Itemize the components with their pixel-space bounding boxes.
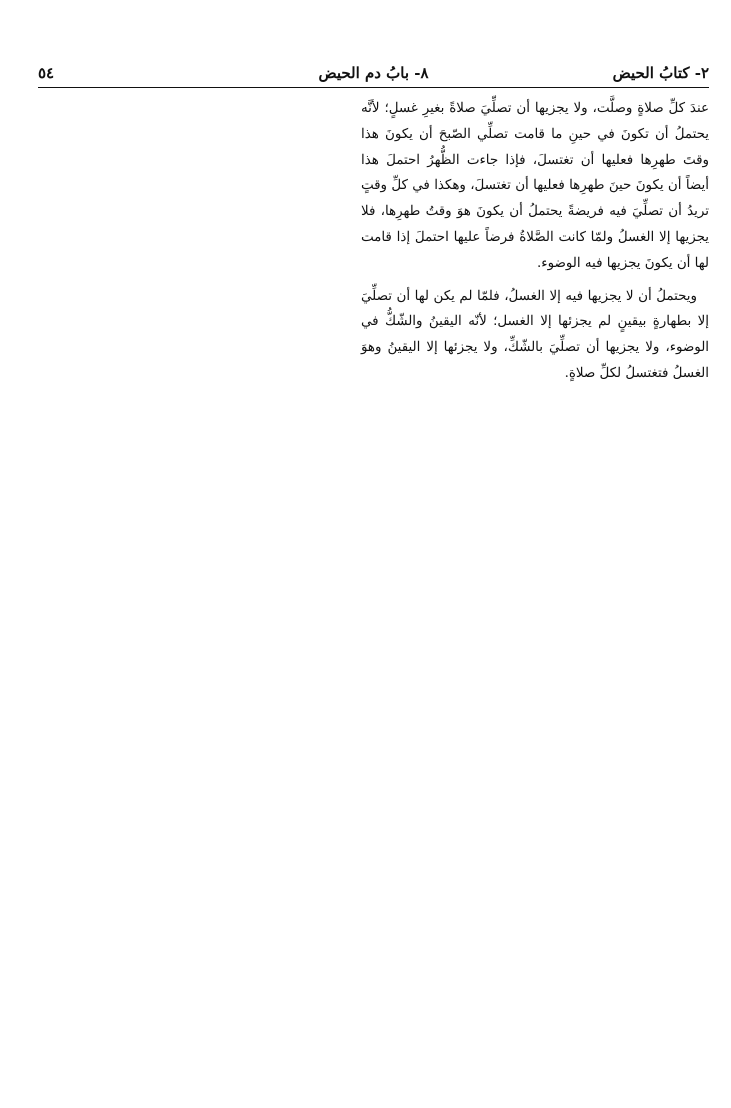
paragraph: ويحتملُ أن لا يجزيها فيه إلا الغسلُ، فلمّا لم يكن لها أن تصلِّيَ إلا بطهارةٍ بيقينٍ لم يجزئها إلا الغسل؛ لأنّه اليقينُ والشّكُّ في الوضوء، ولا يجزيها أن تصلِّيَ بالشّكِّ، ولا يجزئها إلا اليقينُ وهوَ الغسلُ فتغتسلُ لكلِّ صلاةٍ. <box>361 288 709 381</box>
chapter-title: ٨- بابُ دم الحيض <box>318 64 429 82</box>
page-number: ٥٤ <box>38 64 55 82</box>
header-rule <box>38 87 709 88</box>
main-text <box>361 96 709 387</box>
paragraph: عندَ كلِّ صلاةٍ وصلَّت، ولا يجزيها أن تصلِّيَ صلاةً بغيرِ غسلٍ؛ لأنَّه يحتملُ أن تكونَ في حينِ ما قامت تصلِّي الصّبحَ أن يكونَ هذا وقتَ طهرِها فعليها أن تغتسلَ، فإذا جاءت الظُّهرُ احتملَ هذا أيضاً أن يكونَ حينَ طهرِها فعليها أن تغتسلَ، وهكذا في كلِّ وقتٍ تريدُ أن تصلِّيَ فيه فريضةً يحتملُ أن يكونَ هوَ وقتُ طهرِها، فلا يجزيها إلا الغسلُ ولمّا كانت الصَّلاةُ فرضاً عليها احتملَ إذا قامت لها أن يكونَ يجزيها فيه الوضوء. <box>361 101 709 271</box>
running-header <box>38 62 709 88</box>
book-title: ٢- كتابُ الحيض <box>612 64 709 82</box>
